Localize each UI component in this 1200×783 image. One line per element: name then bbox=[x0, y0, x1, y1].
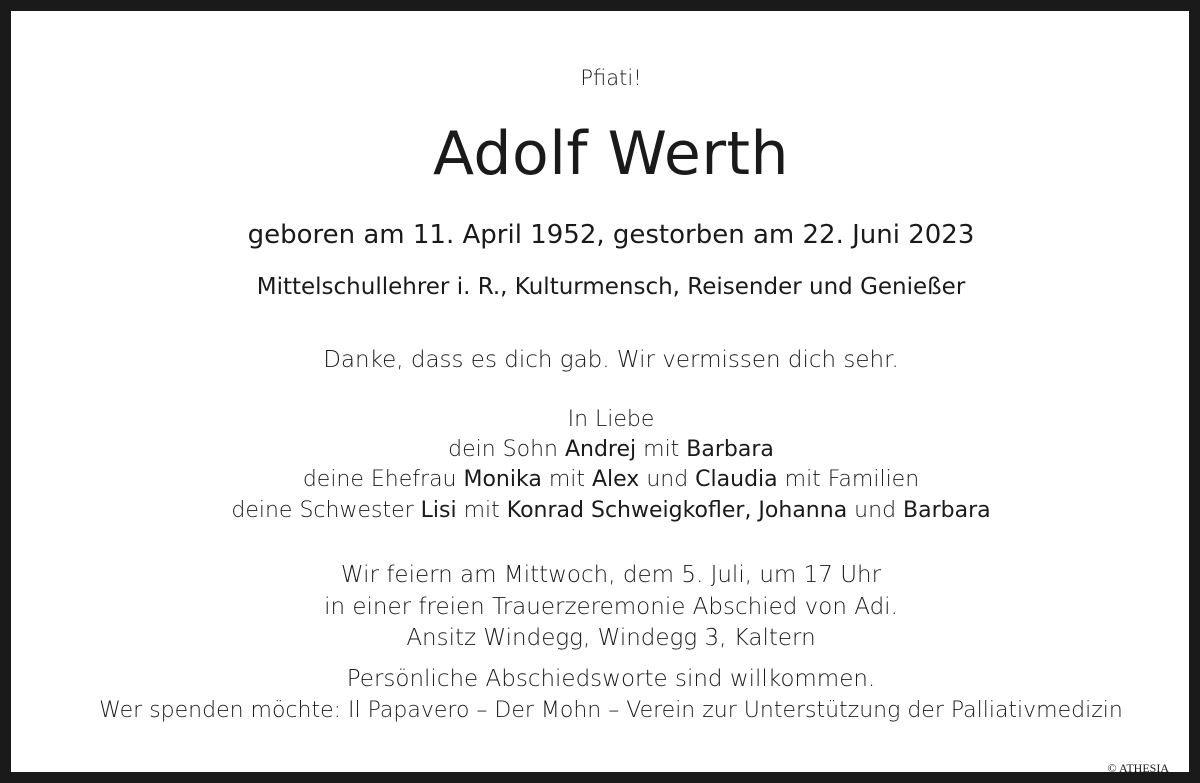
ceremony-line-1: Wir feiern am Mittwoch, dem 5. Juli, um 17 Uhr bbox=[340, 562, 882, 588]
signatory-text: und bbox=[847, 498, 904, 523]
copyright-notice: © ATHESIA bbox=[1107, 761, 1169, 775]
greeting: Pfiati! bbox=[580, 66, 642, 90]
thanks-line: Danke, dass es dich gab. Wir vermissen dich sehr. bbox=[323, 347, 899, 373]
signatory-text: deine Ehefrau bbox=[302, 467, 464, 492]
signatory-name: Monika bbox=[463, 467, 542, 492]
signatory-text: mit Familien bbox=[777, 467, 920, 492]
deceased-name: Adolf Werth bbox=[432, 119, 790, 189]
signatory-text: mit bbox=[456, 498, 507, 523]
signatory-name: Barbara bbox=[903, 498, 991, 523]
signatory-name: Lisi bbox=[420, 498, 457, 523]
signatory-text: dein Sohn bbox=[448, 437, 565, 462]
signatory-text: mit bbox=[541, 467, 592, 492]
signatory-text: und bbox=[639, 467, 696, 492]
signatory-text: mit bbox=[636, 437, 687, 462]
signatory-text: deine Schwester bbox=[231, 498, 421, 523]
signatory-line-wife bbox=[22, 467, 1200, 492]
signatory-name: Andrej bbox=[564, 437, 637, 462]
signatory-name: Alex bbox=[591, 467, 640, 492]
signatory-name: Claudia bbox=[695, 467, 778, 492]
ceremony-line-2: in einer freien Trauerzeremonie Abschied von Adi. bbox=[324, 594, 898, 620]
donation-line: Wer spenden möchte: Il Papavero – Der Mohn – Verein zur Unterstützung der Palliativmedizin bbox=[99, 698, 1123, 723]
signatory-line-son bbox=[22, 437, 1200, 462]
signatory-name: Konrad Schweigkofler, Johanna bbox=[506, 498, 848, 523]
signatory-name: Barbara bbox=[686, 437, 774, 462]
farewell-words-line: Persönliche Abschiedsworte sind willkommen. bbox=[346, 666, 876, 692]
signatory-line-sister bbox=[22, 498, 1200, 523]
profession-line: Mittelschullehrer i. R., Kulturmensch, Reisender und Genießer bbox=[256, 274, 966, 300]
signatories-intro: In Liebe bbox=[567, 407, 655, 432]
ceremony-location: Ansitz Windegg, Windegg 3, Kaltern bbox=[406, 625, 816, 651]
life-dates: geboren am 11. April 1952, gestorben am 22. Juni 2023 bbox=[247, 220, 975, 250]
